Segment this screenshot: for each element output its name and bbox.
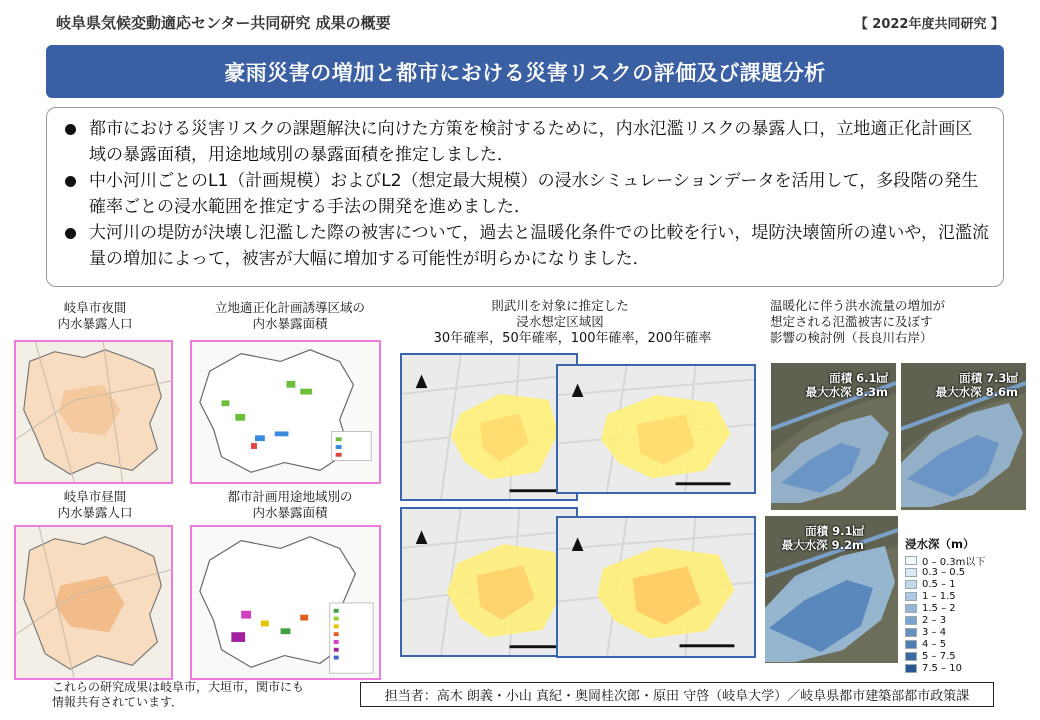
summary-bullet	[61, 116, 989, 168]
caption-night-exposure: 岐阜市夜間 内水暴露人口	[57, 300, 133, 331]
flood-case-1-depth: 最大水深 8.3m	[805, 385, 888, 399]
map-prob-50	[556, 364, 756, 494]
depth-legend-label: 0.3 – 0.5	[922, 566, 966, 578]
depth-legend-label: 0.5 – 1	[922, 578, 956, 590]
caption-day-exposure: 岐阜市昼間 内水暴露人口	[57, 489, 133, 520]
flood-case-3-label	[782, 524, 864, 552]
map-prob-30	[400, 353, 578, 501]
depth-legend-label: 2 – 3	[922, 614, 947, 626]
depth-legend-swatch	[905, 604, 917, 613]
depth-legend-swatch	[905, 664, 917, 673]
flood-case-1-area: 面積 6.1㎢	[829, 371, 888, 385]
depth-legend-item	[905, 578, 1003, 590]
depth-legend-label: 1.5 – 2	[922, 602, 956, 614]
depth-legend	[905, 536, 1003, 674]
depth-legend-swatch	[905, 568, 917, 577]
depth-legend-item	[905, 566, 1003, 578]
depth-legend-item	[905, 626, 1003, 638]
header-year: 【 2022年度共同研究 】	[854, 17, 1004, 32]
bullet-text: 都市における災害リスクの課題解決に向けた方策を検討するために，内水氾濫リスクの暴露人口，立地適正化計画区域の暴露面積，用途地域別の暴露面積を推定しました．	[89, 119, 973, 165]
footer-credit: 担当者：高木 朗義・小山 真紀・奥岡桂次郎・原田 守啓（岐阜大学）／岐阜県都市建築部都市政策課	[360, 682, 994, 707]
map-day-exposure	[14, 525, 173, 680]
summary-box	[46, 107, 1004, 287]
caption-youto-area: 都市計画用途地域別の 内水暴露面積	[227, 489, 353, 520]
flood-case-3-depth: 最大水深 9.2m	[781, 538, 864, 552]
depth-legend-label: 3 – 4	[922, 626, 947, 638]
bullet-icon	[65, 228, 76, 239]
depth-legend-item	[905, 602, 1003, 614]
flood-case-2-label	[936, 371, 1018, 399]
depth-legend-item	[905, 662, 1003, 674]
header-title: 岐阜県気候変動適応センター共同研究 成果の概要	[56, 14, 391, 32]
depth-legend-swatch	[905, 628, 917, 637]
depth-legend-swatch	[905, 580, 917, 589]
depth-legend-label: 4 – 5	[922, 638, 947, 650]
depth-legend-item	[905, 638, 1003, 650]
caption-warming: 温暖化に伴う洪水流量の増加が 想定される氾濫被害に及ぼす 影響の検討例（長良川右岸）	[770, 298, 946, 345]
map-prob-100	[400, 507, 578, 657]
caption-probabilities: 30年確率，50年確率，100年確率，200年確率	[433, 331, 712, 346]
depth-legend-label: 7.5 – 10	[922, 662, 962, 674]
depth-legend-swatch	[905, 556, 917, 565]
depth-legend-item	[905, 650, 1003, 662]
flood-case-2-depth: 最大水深 8.6m	[935, 385, 1018, 399]
flood-case-1-label	[806, 371, 888, 399]
bullet-icon	[65, 176, 76, 187]
bullet-text: 大河川の堤防が決壊し氾濫した際の被害について，過去と温暖化条件での比較を行い，堤防決壊箇所の違いや，氾濫流量の増加によって，被害が大幅に増加する可能性が明らかになりました．	[89, 223, 989, 269]
footer-note: これらの研究成果は岐阜市，大垣市，関市にも 情報共有されています．	[52, 680, 305, 709]
flood-case-2-area: 面積 7.3㎢	[959, 371, 1018, 385]
depth-legend-item	[905, 590, 1003, 602]
map-prob-200	[556, 516, 756, 658]
depth-legend-label: 1 – 1.5	[922, 590, 956, 602]
depth-legend-swatch	[905, 652, 917, 661]
bullet-icon	[65, 124, 76, 135]
banner-title: 豪雨災害の増加と都市における災害リスクの評価及び課題分析	[46, 45, 1004, 98]
depth-legend-swatch	[905, 616, 917, 625]
depth-legend-item	[905, 614, 1003, 626]
map-youto-area	[190, 525, 381, 680]
map-night-exposure	[14, 340, 173, 484]
bullet-text: 中小河川ごとのL1（計画規模）およびL2（想定最大規模）の浸水シミュレーションデータを活用して，多段階の発生確率ごとの浸水範囲を推定する手法の開発を進めました．	[89, 171, 979, 217]
summary-bullet	[61, 220, 989, 272]
map-flood-case-1	[771, 363, 896, 510]
depth-legend-title: 浸水深（m）	[905, 537, 975, 551]
map-flood-case-2	[901, 363, 1026, 510]
depth-legend-label: 0 – 0.3m以下	[922, 556, 986, 568]
map-flood-case-3	[765, 516, 898, 663]
depth-legend-swatch	[905, 592, 917, 601]
depth-legend-label: 5 – 7.5	[922, 650, 956, 662]
depth-legend-item	[905, 554, 1003, 566]
caption-rikichi-area: 立地適正化計画誘導区域の 内水暴露面積	[214, 300, 365, 331]
flood-case-3-area: 面積 9.1㎢	[805, 524, 864, 538]
caption-noritake: 則武川を対象に推定した 浸水想定区域図	[491, 298, 629, 329]
depth-legend-swatch	[905, 640, 917, 649]
summary-bullet	[61, 168, 989, 220]
map-rikichi-area	[190, 340, 381, 484]
